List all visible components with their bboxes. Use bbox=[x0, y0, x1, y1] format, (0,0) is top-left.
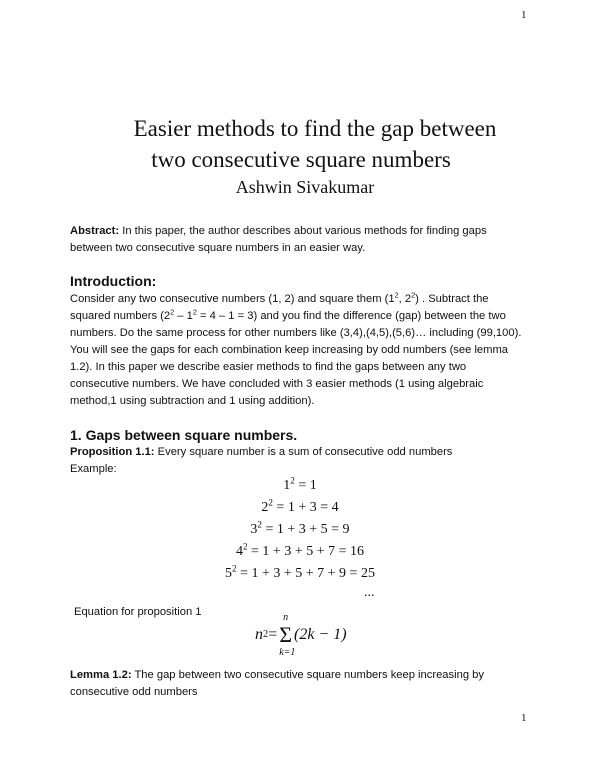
sup: 2 bbox=[170, 307, 175, 317]
summation-symbol bbox=[279, 612, 296, 658]
proposition-text: Every square number is a sum of consecutive odd numbers bbox=[154, 446, 453, 458]
introduction-heading: Introduction: bbox=[70, 273, 157, 289]
header-page-number: 1 bbox=[521, 9, 527, 21]
author-name: Ashwin Sivakumar bbox=[235, 177, 375, 197]
intro-line-1a: Consider any two consecutive numbers (1, 2) and square them (1 bbox=[70, 293, 395, 305]
sup: 2 bbox=[192, 307, 197, 317]
formula-proposition-1: n 2 = n Σ k=1 (2k − 1) bbox=[255, 612, 347, 658]
sigma: Σ bbox=[279, 622, 293, 647]
title-line-2: two consecutive square numbers bbox=[151, 147, 451, 172]
equation-3: $3^2 = 1 + 3 + 5 = 9$ bbox=[250, 519, 350, 537]
intro-line-6: consecutive numbers. We have concluded with 3 easier methods (1 using algebraic bbox=[70, 378, 484, 390]
intro-line-4: You will see the gaps for each combination keep increasing by odd numbers (see lemma bbox=[70, 344, 509, 356]
abstract-text-1: In this paper, the author describes about various methods for finding gaps bbox=[119, 225, 487, 237]
example-label: Example: bbox=[70, 463, 117, 475]
intro-line-1b: , 2 bbox=[398, 293, 412, 305]
lemma-1-2 bbox=[70, 667, 540, 701]
formula-rhs: (2k − 1) bbox=[294, 626, 347, 643]
sum-upper: n bbox=[283, 612, 289, 623]
intro-line-2c: = 4 – 1 = 3) and you find the difference (gap) between the two bbox=[196, 310, 506, 322]
section-1 bbox=[70, 427, 540, 478]
equation-5: $5^2 = 1 + 3 + 5 + 7 + 9 = 25$ bbox=[225, 563, 375, 581]
section-1-heading: 1. Gaps between square numbers. bbox=[70, 427, 298, 443]
intro-line-1c: ) . Subtract the bbox=[415, 293, 489, 305]
sup: 2 bbox=[411, 290, 416, 300]
ellipsis: ... bbox=[364, 585, 375, 600]
sum-lower: k=1 bbox=[279, 647, 296, 658]
equation-4: $4^2 = 1 + 3 + 5 + 7 = 16$ bbox=[235, 541, 365, 559]
intro-line-7: method,1 using subtraction and 1 using addition). bbox=[70, 395, 315, 407]
title-line-1: Easier methods to find the gap between bbox=[133, 116, 497, 141]
intro-line-2b: – 1 bbox=[174, 310, 193, 322]
abstract bbox=[70, 223, 540, 257]
abstract-label: Abstract: bbox=[70, 225, 120, 237]
lemma-label: Lemma 1.2: bbox=[70, 669, 132, 681]
lemma-text-2: consecutive odd numbers bbox=[70, 686, 198, 698]
intro-line-2a: squared numbers (2 bbox=[70, 310, 171, 322]
intro-line-5: 1.2). In this paper we describe easier methods to find the gaps between any two bbox=[70, 361, 467, 373]
sup: 2 bbox=[394, 290, 399, 300]
equation-caption: Equation for proposition 1 bbox=[74, 606, 202, 618]
formula-equals: = bbox=[268, 626, 278, 643]
formula-lhs: n bbox=[255, 626, 263, 643]
lemma-text-1: The gap between two consecutive square numbers keep increasing by bbox=[131, 669, 484, 681]
introduction bbox=[70, 273, 540, 410]
abstract-text-2: between two consecutive square numbers in an easier way. bbox=[70, 242, 366, 254]
equation-2: $2^2 = 1 + 3 = 4$ bbox=[261, 497, 339, 515]
intro-line-3: numbers. Do the same process for other numbers like (3,4),(4,5),(5,6)… including (99,100). bbox=[70, 327, 522, 339]
equation-1: $1^2 = 1$ bbox=[283, 475, 317, 493]
footer-page-number: 1 bbox=[521, 712, 527, 724]
proposition-label: Proposition 1.1: bbox=[70, 446, 155, 458]
